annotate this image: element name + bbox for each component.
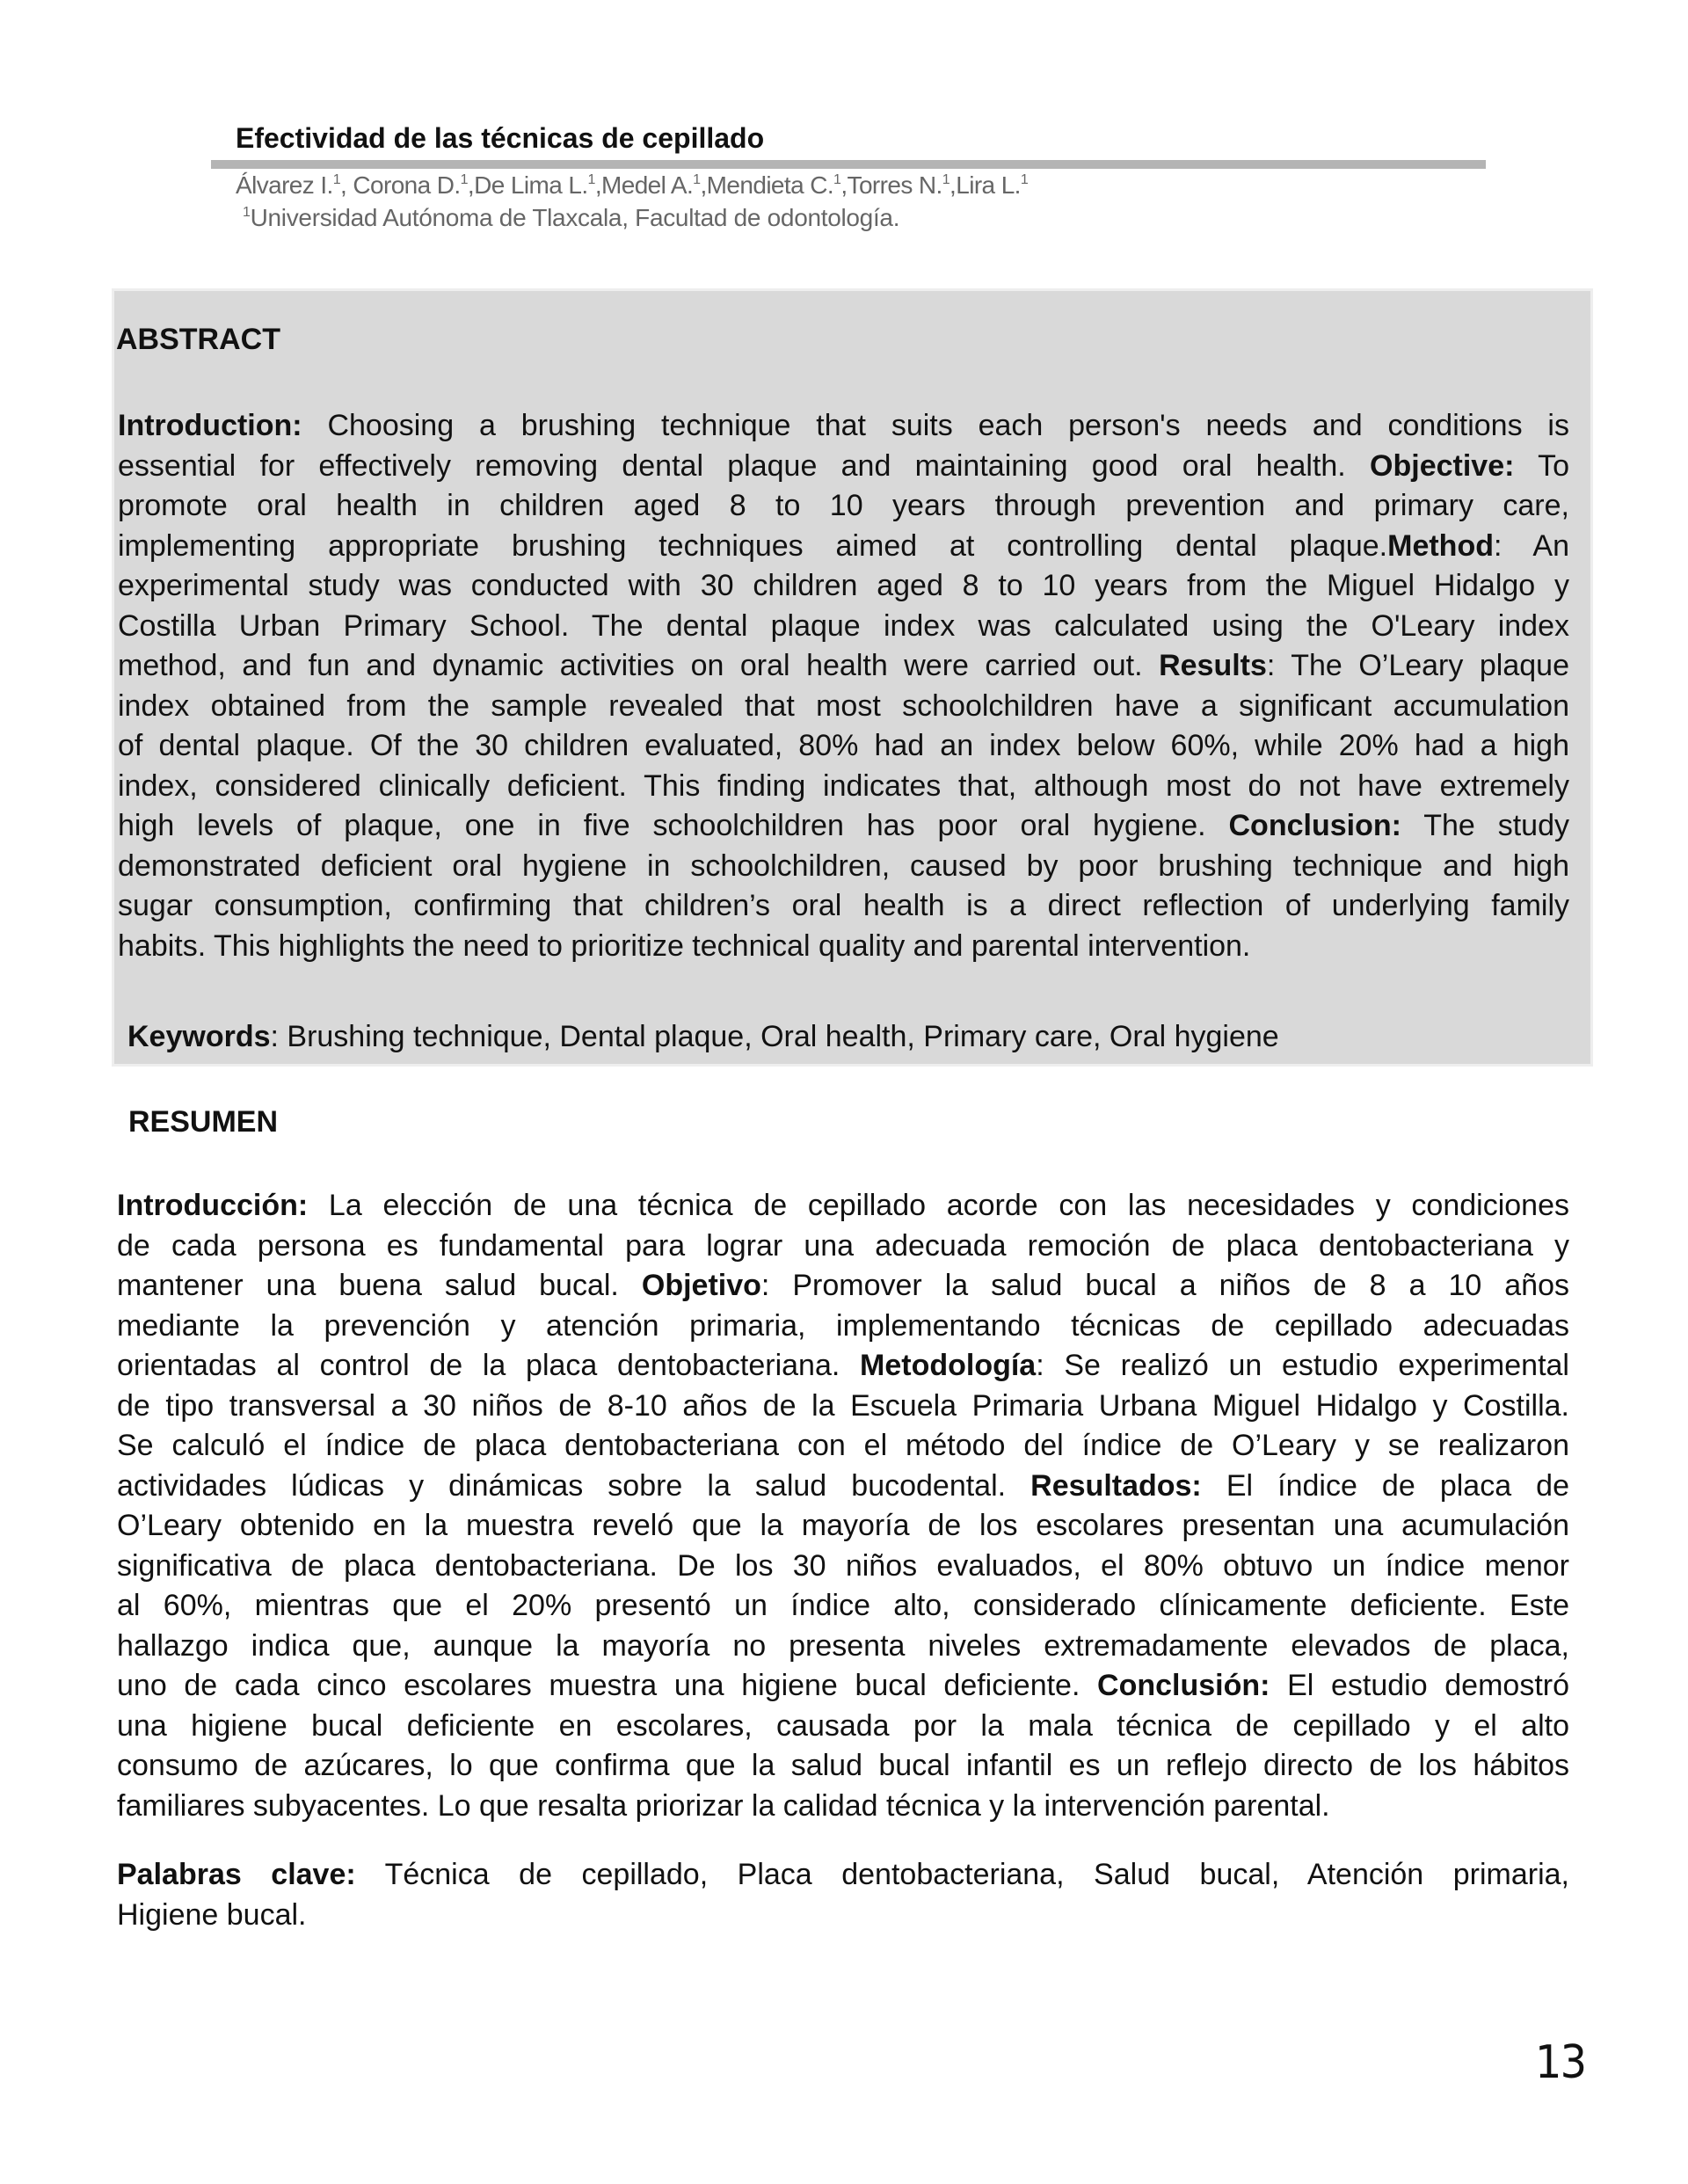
text-line: habits. This highlights the need to prioritize technical quality and parental intervention. [118, 928, 1251, 963]
resumen-body [117, 1186, 1569, 1826]
abstract-heading: ABSTRACT [116, 323, 280, 356]
text-line: uno de cada cinco escolares muestra una higiene bucal deficiente. Conclusión: El estudio demostró [117, 1669, 1570, 1702]
abstract-body [118, 406, 1569, 966]
author-name: Lira L. [956, 171, 1021, 199]
author-list: Álvarez I.$^1$, Corona D.$^1$,De Lima L.$^1$,Medel A.$^1$,Mendieta C.$^1$,Torres N.$^1$,Lira L.$^1$ [236, 171, 1029, 199]
author-name: Álvarez I. [236, 171, 333, 199]
author-name: Medel A. [601, 171, 694, 199]
section-label: Introducción: [117, 1189, 309, 1222]
page-number: 13 [1535, 2036, 1586, 2089]
text-line: de tipo transversal a 30 niños de 8-10 años de la Escuela Primaria Urbana Miguel Hidalgo y Costilla. [117, 1388, 1569, 1423]
section-label: Metodología [860, 1349, 1037, 1382]
text-line: al 60%, mientras que el 20% presentó un índice alto, considerado clínicamente deficiente. Este [117, 1589, 1569, 1622]
section-label: Objetivo [641, 1269, 761, 1302]
text-line: essential for effectively removing dental plaque and maintaining good oral health. Objective: To [118, 448, 1569, 483]
affiliation [243, 204, 899, 232]
author-affiliation-marker: 1 [833, 172, 841, 187]
section-label: Method [1387, 528, 1494, 563]
text-line: promote oral health in children aged 8 to 10 years through prevention and primary care, [118, 489, 1569, 522]
affiliation-marker: 1 [243, 205, 251, 220]
text-line: Introduction: Choosing a brushing technique that suits each person's needs and conditions is [118, 409, 1569, 442]
author-affiliation-marker: 1 [332, 172, 341, 187]
text-line: experimental study was conducted with 30 children aged 8 to 10 years from the Miguel Hidalgo y [118, 569, 1569, 602]
author-name: De Lima L. [474, 171, 588, 199]
section-label: Objective: [1370, 448, 1515, 483]
text-line: demonstrated deficient oral hygiene in schoolchildren, caused by poor brushing technique and high [118, 848, 1569, 883]
text-line: de cada persona es fundamental para lograr una adecuada remoción de placa dentobacteriana y [117, 1228, 1569, 1263]
author-affiliation-marker: 1 [693, 172, 701, 187]
text-line: O’Leary obtenido en la muestra reveló que la mayoría de los escolares presentan una acumulación [117, 1509, 1569, 1542]
text-line: implementing appropriate brushing techniques aimed at controlling dental plaque.Method: An [118, 528, 1570, 563]
text-line: mantener una buena salud bucal. Objetivo: Promover la salud bucal a niños de 8 a 10 años [117, 1269, 1569, 1302]
resumen-heading: RESUMEN [128, 1105, 279, 1139]
section-label: Palabras clave: [117, 1858, 356, 1891]
text-line: method, and fun and dynamic activities on oral health were carried out. Results: The O’Leary plaque [118, 649, 1569, 682]
text-line: Se calculó el índice de placa dentobacteriana con el método del índice de O’Leary y se realizaron [117, 1429, 1569, 1462]
text-line: Higiene bucal. [117, 1897, 307, 1932]
text-line: hallazgo indica que, aunque la mayoría no presenta niveles extremadamente elevados de placa, [117, 1628, 1569, 1663]
text-line: familiares subyacentes. Lo que resalta priorizar la calidad técnica y la intervención parental. [117, 1788, 1330, 1823]
author-affiliation-marker: 1 [1020, 172, 1029, 187]
resumen-keywords [117, 1855, 1569, 1935]
text-line: consumo de azúcares, lo que confirma que la salud bucal infantil es un reflejo directo de los hábitos [117, 1749, 1569, 1782]
text-line: orientadas al control de la placa dentobacteriana. Metodología: Se realizó un estudio experimental [117, 1349, 1569, 1382]
author-name: Torres N. [847, 171, 942, 199]
author-affiliation-marker: 1 [942, 172, 950, 187]
article-title: Efectividad de las técnicas de cepillado [236, 122, 765, 154]
text-line: actividades lúdicas y dinámicas sobre la salud bucodental. Resultados: El índice de placa de [117, 1468, 1569, 1503]
text-line: Introducción: La elección de una técnica de cepillado acorde con las necesidades y condiciones [117, 1189, 1569, 1222]
section-label: Introduction: [118, 409, 302, 442]
author-name: Mendieta C. [706, 171, 834, 199]
text-line: of dental plaque. Of the 30 children evaluated, 80% had an index below 60%, while 20% had a high [118, 729, 1569, 762]
text-line: Costilla Urban Primary School. The dental plaque index was calculated using the O'Leary index [118, 608, 1569, 643]
text-line: Palabras clave: Técnica de cepillado, Placa dentobacteriana, Salud bucal, Atención primaria, [117, 1858, 1569, 1891]
text-line: high levels of plaque, one in five schoolchildren has poor oral hygiene. Conclusion: The study [118, 809, 1569, 842]
title-divider [211, 160, 1486, 169]
author-affiliation-marker: 1 [460, 172, 468, 187]
abstract-keywords [127, 1019, 1279, 1054]
affiliation-text: Universidad Autónoma de Tlaxcala, Facultad de odontología. [250, 204, 900, 231]
text-line: index obtained from the sample revealed that most schoolchildren have a significant accumulation [118, 688, 1569, 723]
section-label: Conclusion: [1228, 809, 1401, 842]
section-label: Results [1159, 649, 1267, 682]
text-line: una higiene bucal deficiente en escolares, causada por la mala técnica de cepillado y el alto [117, 1708, 1569, 1743]
section-label: Resultados: [1030, 1468, 1202, 1503]
text-line: index, considered clinically deficient. This finding indicates that, although most do not have extremely [118, 768, 1569, 803]
keywords-text: : Brushing technique, Dental plaque, Oral health, Primary care, Oral hygiene [270, 1020, 1279, 1053]
author-affiliation-marker: 1 [587, 172, 595, 187]
author-name: Corona D. [353, 171, 461, 199]
text-line: significativa de placa dentobacteriana. De los 30 niños evaluados, el 80% obtuvo un índice menor [117, 1548, 1569, 1583]
section-label: Conclusión: [1097, 1669, 1270, 1702]
text-line: sugar consumption, confirming that children’s oral health is a direct reflection of underlying family [118, 889, 1569, 922]
keywords-label: Keywords [127, 1020, 271, 1053]
text-line: mediante la prevención y atención primaria, implementando técnicas de cepillado adecuadas [117, 1308, 1569, 1343]
